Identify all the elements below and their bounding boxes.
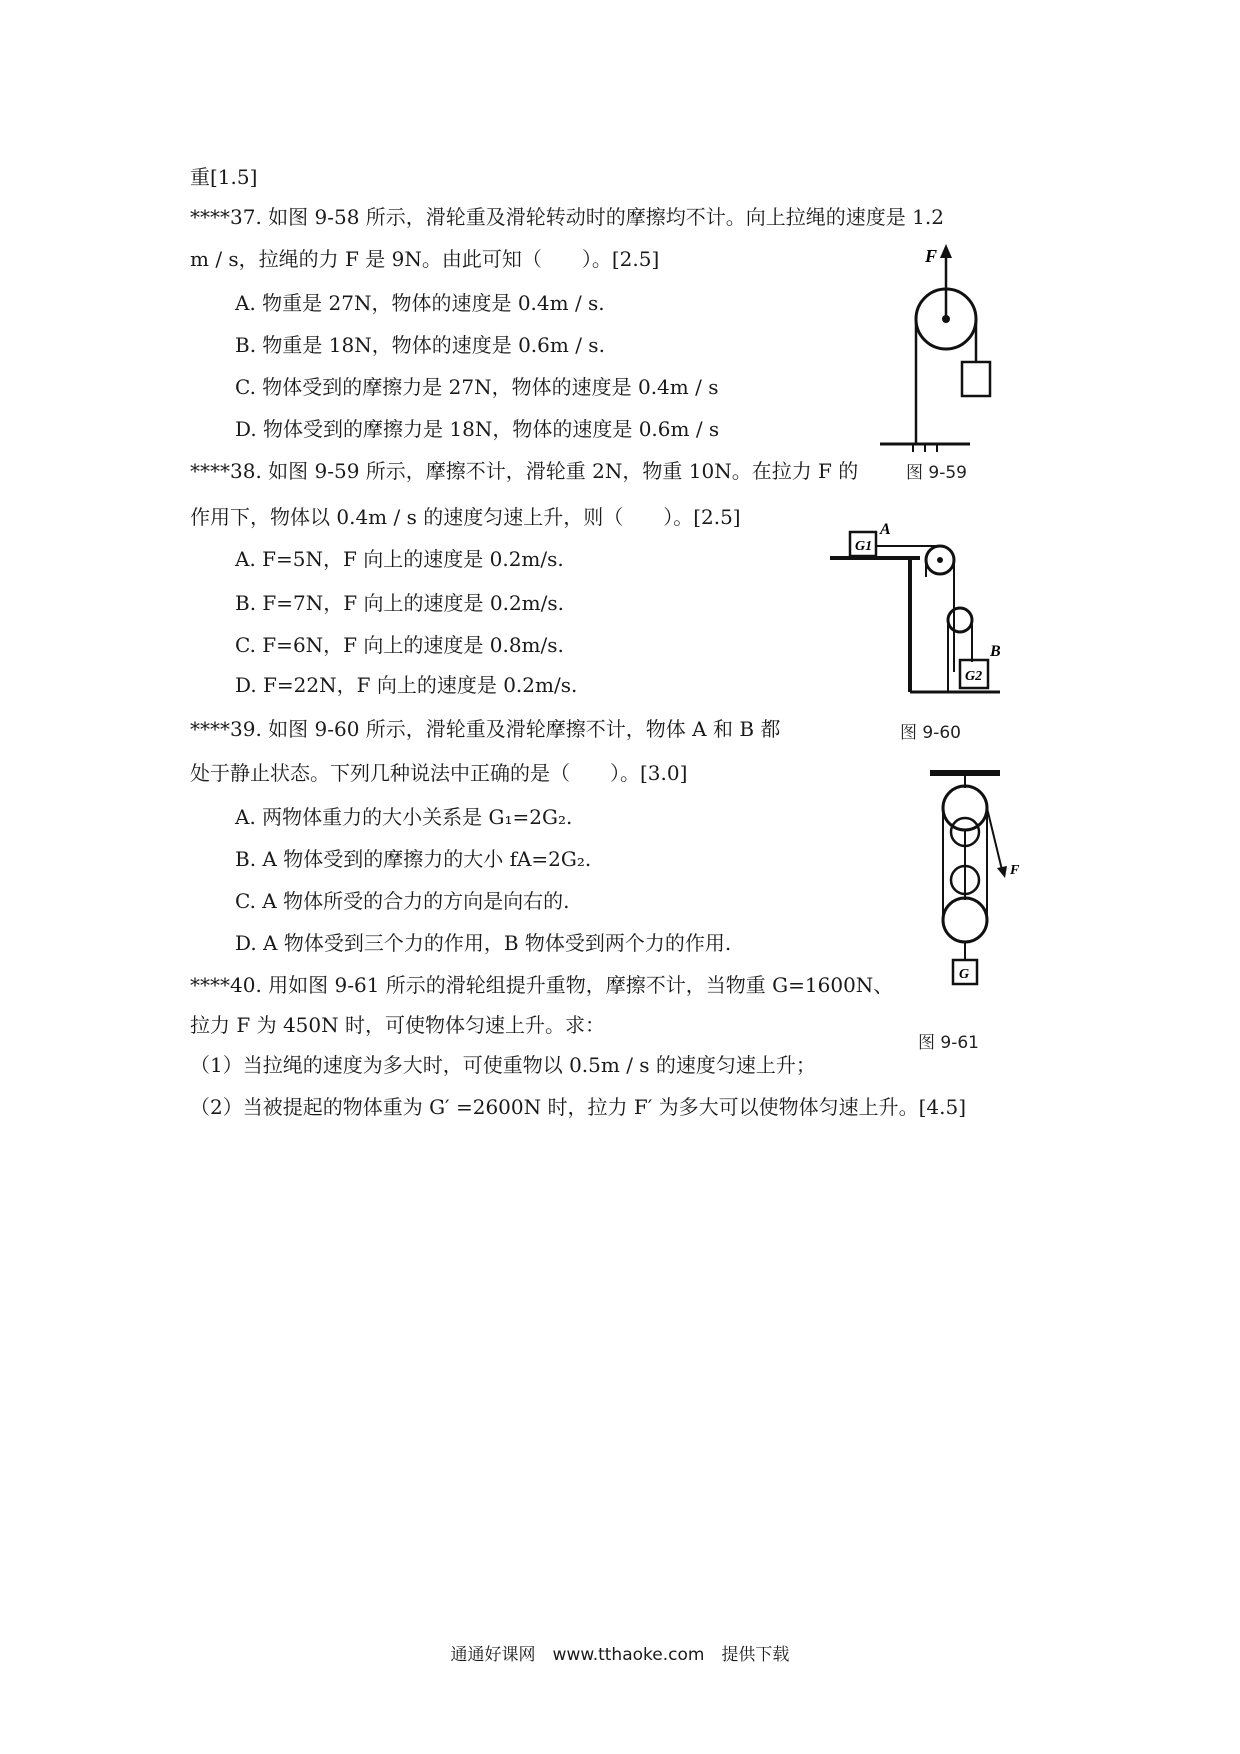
question-39-line1: ****39. 如图 9-60 所示，滑轮重及滑轮摩擦不计，物体 A 和 B 都 — [190, 717, 781, 741]
page-footer: 通通好课网 www.tthaoke.com 提供下载 — [450, 1645, 790, 1665]
ceiling — [930, 770, 1000, 776]
question-40-line2: 拉力 F 为 450N 时，可使物体匀速上升。求： — [190, 1013, 605, 1037]
question-40-sub2: （2）当被提起的物体重为 G′ =2600N 时，拉力 F′ 为多大可以使物体匀速上升。[4.5] — [190, 1095, 967, 1119]
top-pulley — [943, 786, 987, 830]
force-arrow — [940, 244, 952, 258]
question-37-option-b: B. 物重是 18N，物体的速度是 0.6m / s. — [235, 333, 605, 357]
label-F: F — [925, 246, 938, 266]
weight-block — [962, 362, 990, 396]
question-37-option-c: C. 物体受到的摩擦力是 27N，物体的速度是 0.4m / s — [235, 375, 719, 399]
question-37-option-d: D. 物体受到的摩擦力是 18N，物体的速度是 0.6m / s — [235, 417, 720, 441]
question-38-line2: 作用下，物体以 0.4m / s 的速度匀速上升，则（ ）。[2.5] — [190, 505, 741, 529]
pull-rope — [987, 808, 1002, 870]
label-A: A — [880, 521, 891, 538]
question-38-line1: ****38. 如图 9-59 所示，摩擦不计，滑轮重 2N，物重 10N。在拉力 F 的 — [190, 459, 859, 483]
question-39-line2: 处于静止状态。下列几种说法中正确的是（ ）。[3.0] — [190, 761, 688, 785]
question-39-option-c: C. A 物体所受的合力的方向是向右的. — [235, 889, 570, 913]
figure-9-59 — [880, 244, 1020, 452]
label-G2: G2 — [965, 669, 983, 684]
question-40-sub1: （1）当拉绳的速度为多大时，可使重物以 0.5m / s 的速度匀速上升； — [190, 1053, 816, 1077]
question-37-line1: ****37. 如图 9-58 所示，滑轮重及滑轮转动时的摩擦均不计。向上拉绳的速度是 1.2 — [190, 205, 944, 229]
question-37-option-a: A. 物重是 27N，物体的速度是 0.4m / s. — [235, 291, 605, 315]
question-37-line2: m / s，拉绳的力 F 是 9N。由此可知（ ）。[2.5] — [190, 247, 660, 271]
label-B: B — [990, 643, 1001, 660]
figure-9-59-caption: 图 9-59 — [906, 463, 967, 483]
previous-question-tail: 重[1.5] — [190, 165, 258, 189]
question-39-option-d: D. A 物体受到三个力的作用，B 物体受到两个力的作用. — [235, 931, 732, 955]
figure-9-60 — [820, 522, 1010, 702]
force-arrow — [997, 866, 1007, 878]
figure-9-61-caption: 图 9-61 — [918, 1033, 979, 1053]
question-40-line1: ****40. 用如图 9-61 所示的滑轮组提升重物，摩擦不计，当物重 G=1600N、 — [190, 973, 894, 997]
question-38-option-a: A. F=5N，F 向上的速度是 0.2m/s. — [235, 547, 564, 571]
bottom-pulley — [943, 898, 987, 942]
question-38-option-b: B. F=7N，F 向上的速度是 0.2m/s. — [235, 591, 564, 615]
figure-9-60-caption: 图 9-60 — [900, 723, 961, 743]
question-39-option-b: B. A 物体受到的摩擦力的大小 fA=2G₂. — [235, 847, 592, 871]
figure-9-61 — [920, 770, 1030, 1000]
question-38-option-d: D. F=22N，F 向上的速度是 0.2m/s. — [235, 673, 578, 697]
question-38-option-c: C. F=6N，F 向上的速度是 0.8m/s. — [235, 633, 564, 657]
movable-pulley — [948, 608, 972, 632]
label-G: G — [959, 967, 970, 982]
label-F: F — [1010, 863, 1020, 878]
label-G1: G1 — [855, 539, 873, 554]
question-39-option-a: A. 两物体重力的大小关系是 G₁=2G₂. — [235, 805, 573, 829]
